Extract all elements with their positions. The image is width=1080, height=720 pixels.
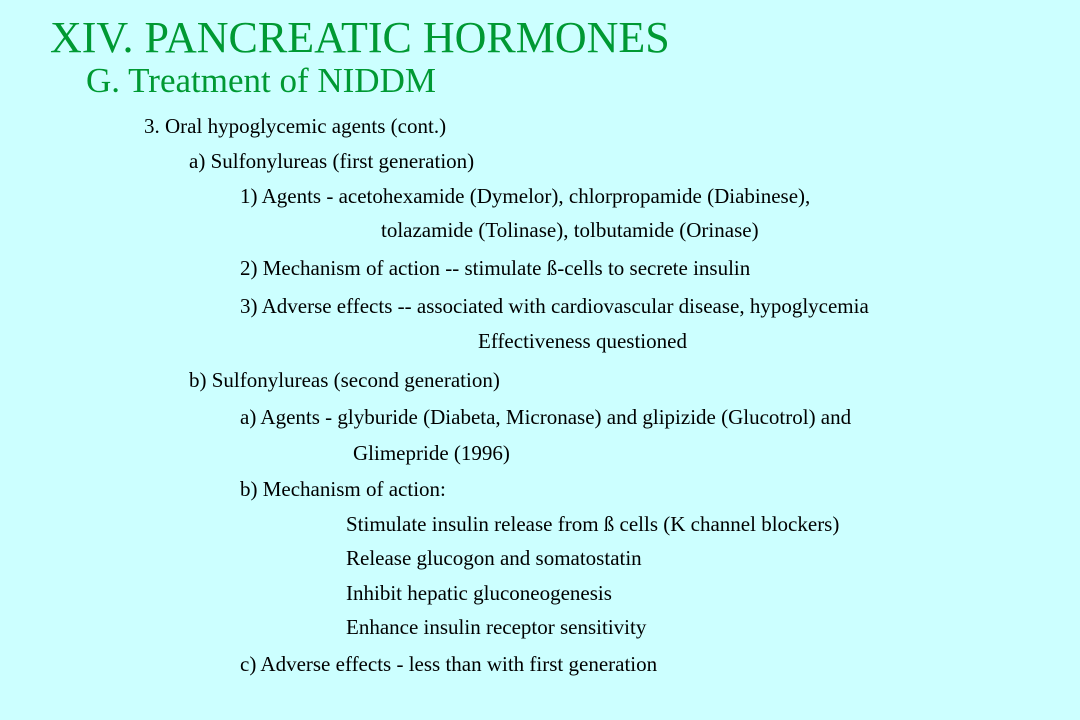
outline-item-level-3: 3) Adverse effects -- associated with cardiovascular disease, hypoglycemia xyxy=(240,294,869,318)
outline-item-level-4: Inhibit hepatic gluconeogenesis xyxy=(346,581,612,605)
outline-item-level-3: 2) Mechanism of action -- stimulate ß-cells to secrete insulin xyxy=(240,256,751,280)
outline-item-level-2: b) Sulfonylureas (second generation) xyxy=(189,368,500,392)
outline-item-level-4: Release glucogon and somatostatin xyxy=(346,546,642,570)
outline-item-continuation: Glimepride (1996) xyxy=(353,441,510,465)
outline-item-level-3: a) Agents - glyburide (Diabeta, Micronase) and glipizide (Glucotrol) and xyxy=(240,405,852,429)
outline-item-level-3: b) Mechanism of action: xyxy=(240,477,446,501)
outline-item-level-3: 1) Agents - acetohexamide (Dymelor), chlorpropamide (Diabinese), xyxy=(240,184,811,208)
outline-item-level-4: Stimulate insulin release from ß cells (K channel blockers) xyxy=(346,512,840,536)
outline-item-level-2: a) Sulfonylureas (first generation) xyxy=(189,149,475,173)
outline-item-continuation: Effectiveness questioned xyxy=(478,329,687,353)
slide-title: XIV. PANCREATIC HORMONES xyxy=(50,13,670,62)
outline-item-level-3: c) Adverse effects - less than with first generation xyxy=(240,652,658,676)
outline-item-continuation: tolazamide (Tolinase), tolbutamide (Orinase) xyxy=(381,218,759,242)
slide-subtitle: G. Treatment of NIDDM xyxy=(86,61,436,100)
outline-item-level-1: 3. Oral hypoglycemic agents (cont.) xyxy=(144,114,447,138)
outline-item-level-4: Enhance insulin receptor sensitivity xyxy=(346,615,647,639)
